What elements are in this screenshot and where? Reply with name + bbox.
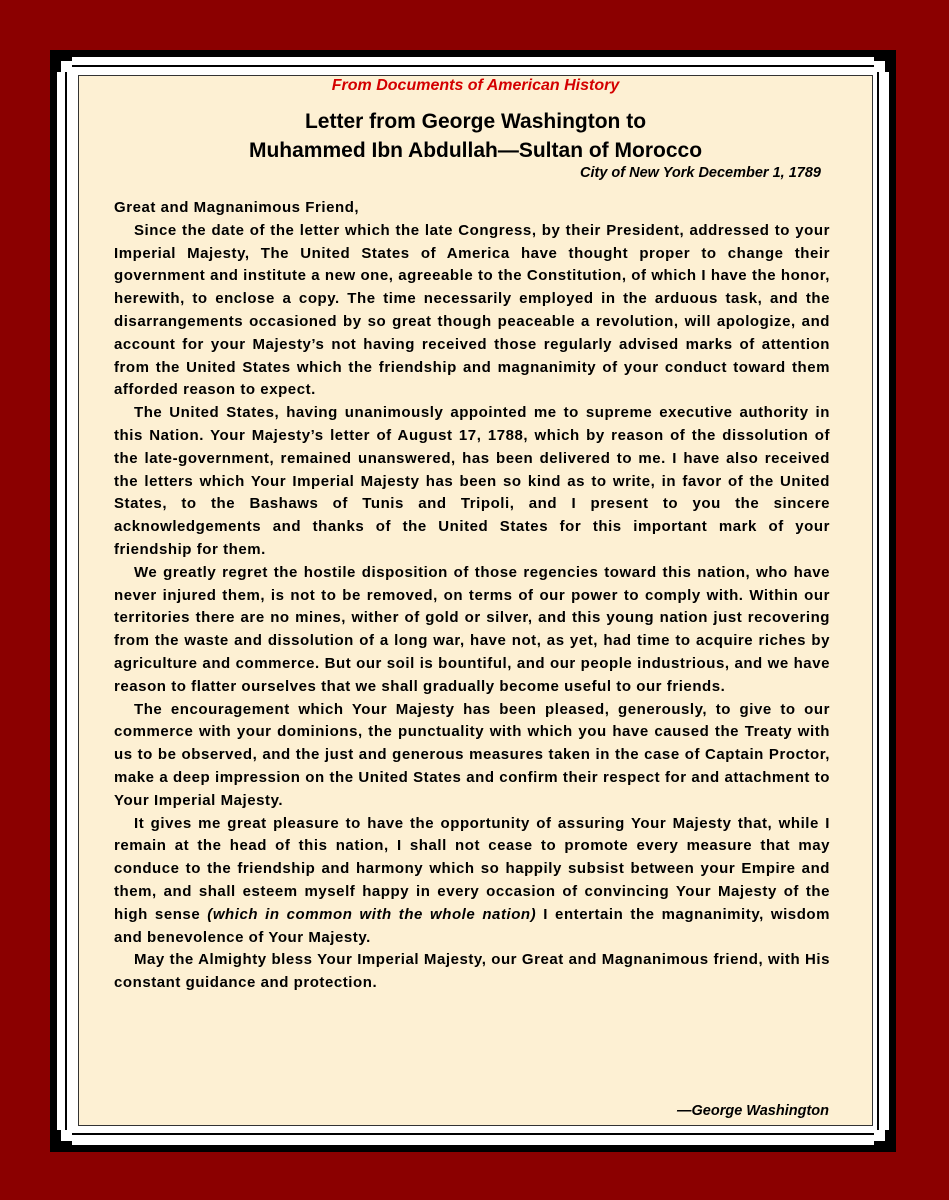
corner-ornament-top-right: [874, 50, 896, 72]
document-title: [79, 107, 872, 165]
closing-paragraph: May the Almighty bless Your Imperial Majesty, our Great and Magnanimous friend, with His constant guidance and protection.: [114, 951, 830, 992]
letter-body: [114, 197, 830, 995]
corner-ornament-bottom-right: [874, 1130, 896, 1152]
paragraph-1: Since the date of the letter which the late Congress, by their President, addressed to your Imperial Majesty, The United States of America have thought proper to change their government and institute a new one, agreeable to the Constitution, of which I have the honor, herewith, to enclose a copy. The time necessarily employed in the arduous task, and the disarrangements occasioned by so great though peaceable a revolution, will apologize, and account for your Majesty’s not having received those regularly advised marks of attention from the United States which the friendship and magnanimity of your conduct toward them afforded reason to expect.: [114, 221, 830, 399]
signature: —George Washington: [677, 1103, 829, 1119]
paragraph-5-end: I entertain the magnanimity, wisdom and benevolence of Your Majesty.: [114, 905, 831, 946]
paragraph-5-start: It gives me great pleasure to have the opportunity of assuring Your Majesty that, while I remain at the head of this nation, I shall not cease to promote every measure that may conduce to the friendship and harmony which so happily subsist between your Empire and them, and shall esteem myself happy in every occasion of convincing Your Majesty of the high sense: [114, 814, 830, 923]
paragraph-5-italic: (which in common with the whole nation): [207, 905, 537, 923]
corner-ornament-bottom-left: [50, 1130, 72, 1152]
title-line-1: Letter from George Washington to: [304, 110, 647, 133]
paragraph-5: [114, 813, 830, 950]
paragraph-3: We greatly regret the hostile disposition of those regencies toward this nation, who have never injured them, is not to be removed, on terms of our power to comply with. Within our territories there are no mines, wither of gold or silver, and this young nation just recovering from the waste and dissolution of a long war, have not, as yet, had time to acquire riches by agriculture and commerce. But our soil is bountiful, and our people industrious, and we have reason to flatter ourselves that we shall gradually become useful to our friends.: [114, 563, 830, 695]
corner-ornament-top-left: [50, 50, 72, 72]
paragraph-4: The encouragement which Your Majesty has been pleased, generously, to give to our commerce with your dominions, the punctuality with which you have caused the Treaty with us to be observed, and the just and generous measures taken in the case of Captain Proctor, make a deep impression on the United States and confirm their respect for and attachment to Your Imperial Majesty.: [114, 700, 830, 809]
title-line-2: Muhammed Ibn Abdullah—Sultan of Morocco: [248, 139, 703, 162]
source-line: From Documents of American History: [331, 77, 620, 94]
salutation: Great and Magnanimous Friend,: [114, 199, 360, 216]
dateline: City of New York December 1, 1789: [580, 165, 821, 181]
paragraph-2: The United States, having unanimously appointed me to supreme executive authority in this Nation. Your Majesty’s letter of August 17, 1788, which by reason of the dissolution of the late-government, remained unanswered, has been delivered to me. I have also received the letters which Your Imperial Majesty has been so kind as to write, in favor of the United States, to the Bashaws of Tunis and Tripoli, and I present to you the sincere acknowledgements and thanks of the United States for this important mark of your friendship for them.: [114, 404, 830, 558]
